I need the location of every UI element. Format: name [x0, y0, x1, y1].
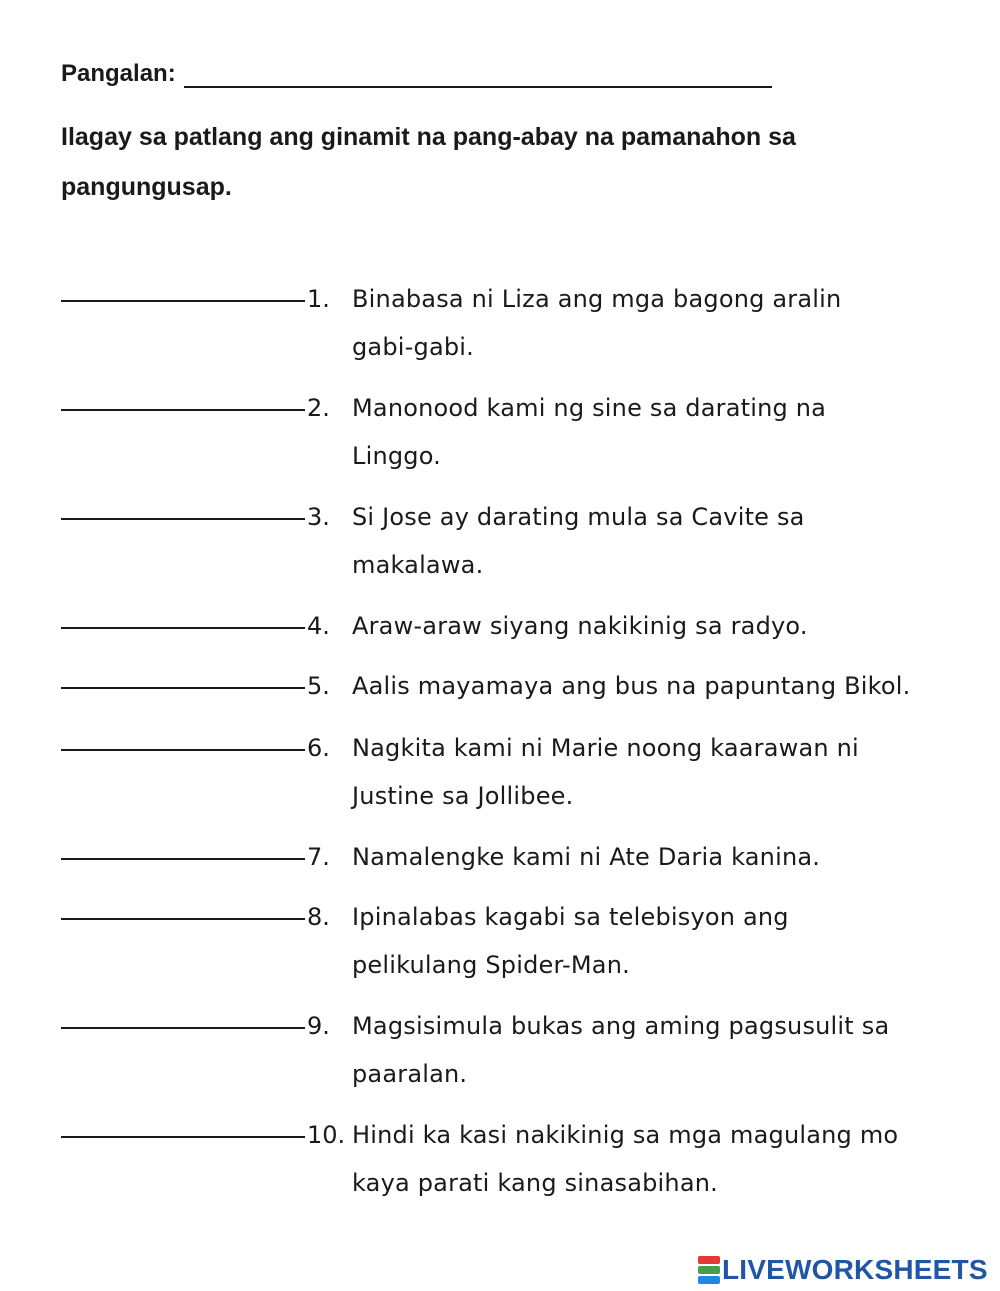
question-text: Aalis mayamaya ang bus na papuntang Bikol.	[352, 672, 911, 700]
question-number: 6.	[307, 734, 330, 762]
question-text: Manonood kami ng sine sa darating na Linggo.	[352, 394, 827, 470]
question-number: 9.	[307, 1012, 330, 1040]
answer-blank[interactable]	[61, 687, 305, 689]
logo-text: LIVEWORKSHEETS	[722, 1254, 988, 1285]
question-text: Nagkita kami ni Marie noong kaarawan ni Justine sa Jollibee.	[352, 734, 859, 810]
question-number: 7.	[307, 843, 330, 871]
question-text: Namalengke kami ni Ate Daria kanina.	[352, 843, 821, 871]
logo-bar-green	[698, 1266, 720, 1274]
question-number: 10.	[307, 1121, 346, 1149]
question-text: Magsisimula bukas ang aming pagsusulit sa paaralan.	[352, 1012, 890, 1088]
name-row	[61, 60, 772, 88]
question-text: Binabasa ni Liza ang mga bagong aralin gabi-gabi.	[352, 285, 842, 361]
name-label: Pangalan:	[61, 60, 176, 87]
instruction-text: Ilagay sa patlang ang ginamit na pang-abay na pamanahon sa pangungusap.	[61, 123, 796, 201]
answer-blank[interactable]	[61, 627, 305, 629]
answer-blank[interactable]	[61, 1136, 305, 1138]
answer-blank[interactable]	[61, 1027, 305, 1029]
question-text: Araw-araw siyang nakikinig sa radyo.	[352, 612, 808, 640]
logo-bar-blue	[698, 1276, 720, 1284]
question-text: Hindi ka kasi nakikinig sa mga magulang mo kaya parati kang sinasabihan.	[352, 1121, 899, 1197]
answer-blank[interactable]	[61, 918, 305, 920]
question-number: 8.	[307, 903, 330, 931]
answer-blank[interactable]	[61, 749, 305, 751]
liveworksheets-logo	[698, 1252, 988, 1288]
answer-blank[interactable]	[61, 858, 305, 860]
answer-blank[interactable]	[61, 518, 305, 520]
answer-blank[interactable]	[61, 409, 305, 411]
question-number: 4.	[307, 612, 330, 640]
question-text: Si Jose ay darating mula sa Cavite sa makalawa.	[352, 503, 805, 579]
question-number: 3.	[307, 503, 330, 531]
question-number: 1.	[307, 285, 330, 313]
logo-bar-red	[698, 1256, 720, 1264]
question-text: Ipinalabas kagabi sa telebisyon ang pelikulang Spider-Man.	[352, 903, 789, 979]
liveworksheets-logo-icon	[698, 1255, 720, 1285]
name-blank-line[interactable]	[184, 60, 772, 88]
question-number: 2.	[307, 394, 330, 422]
question-number: 5.	[307, 672, 330, 700]
answer-blank[interactable]	[61, 300, 305, 302]
